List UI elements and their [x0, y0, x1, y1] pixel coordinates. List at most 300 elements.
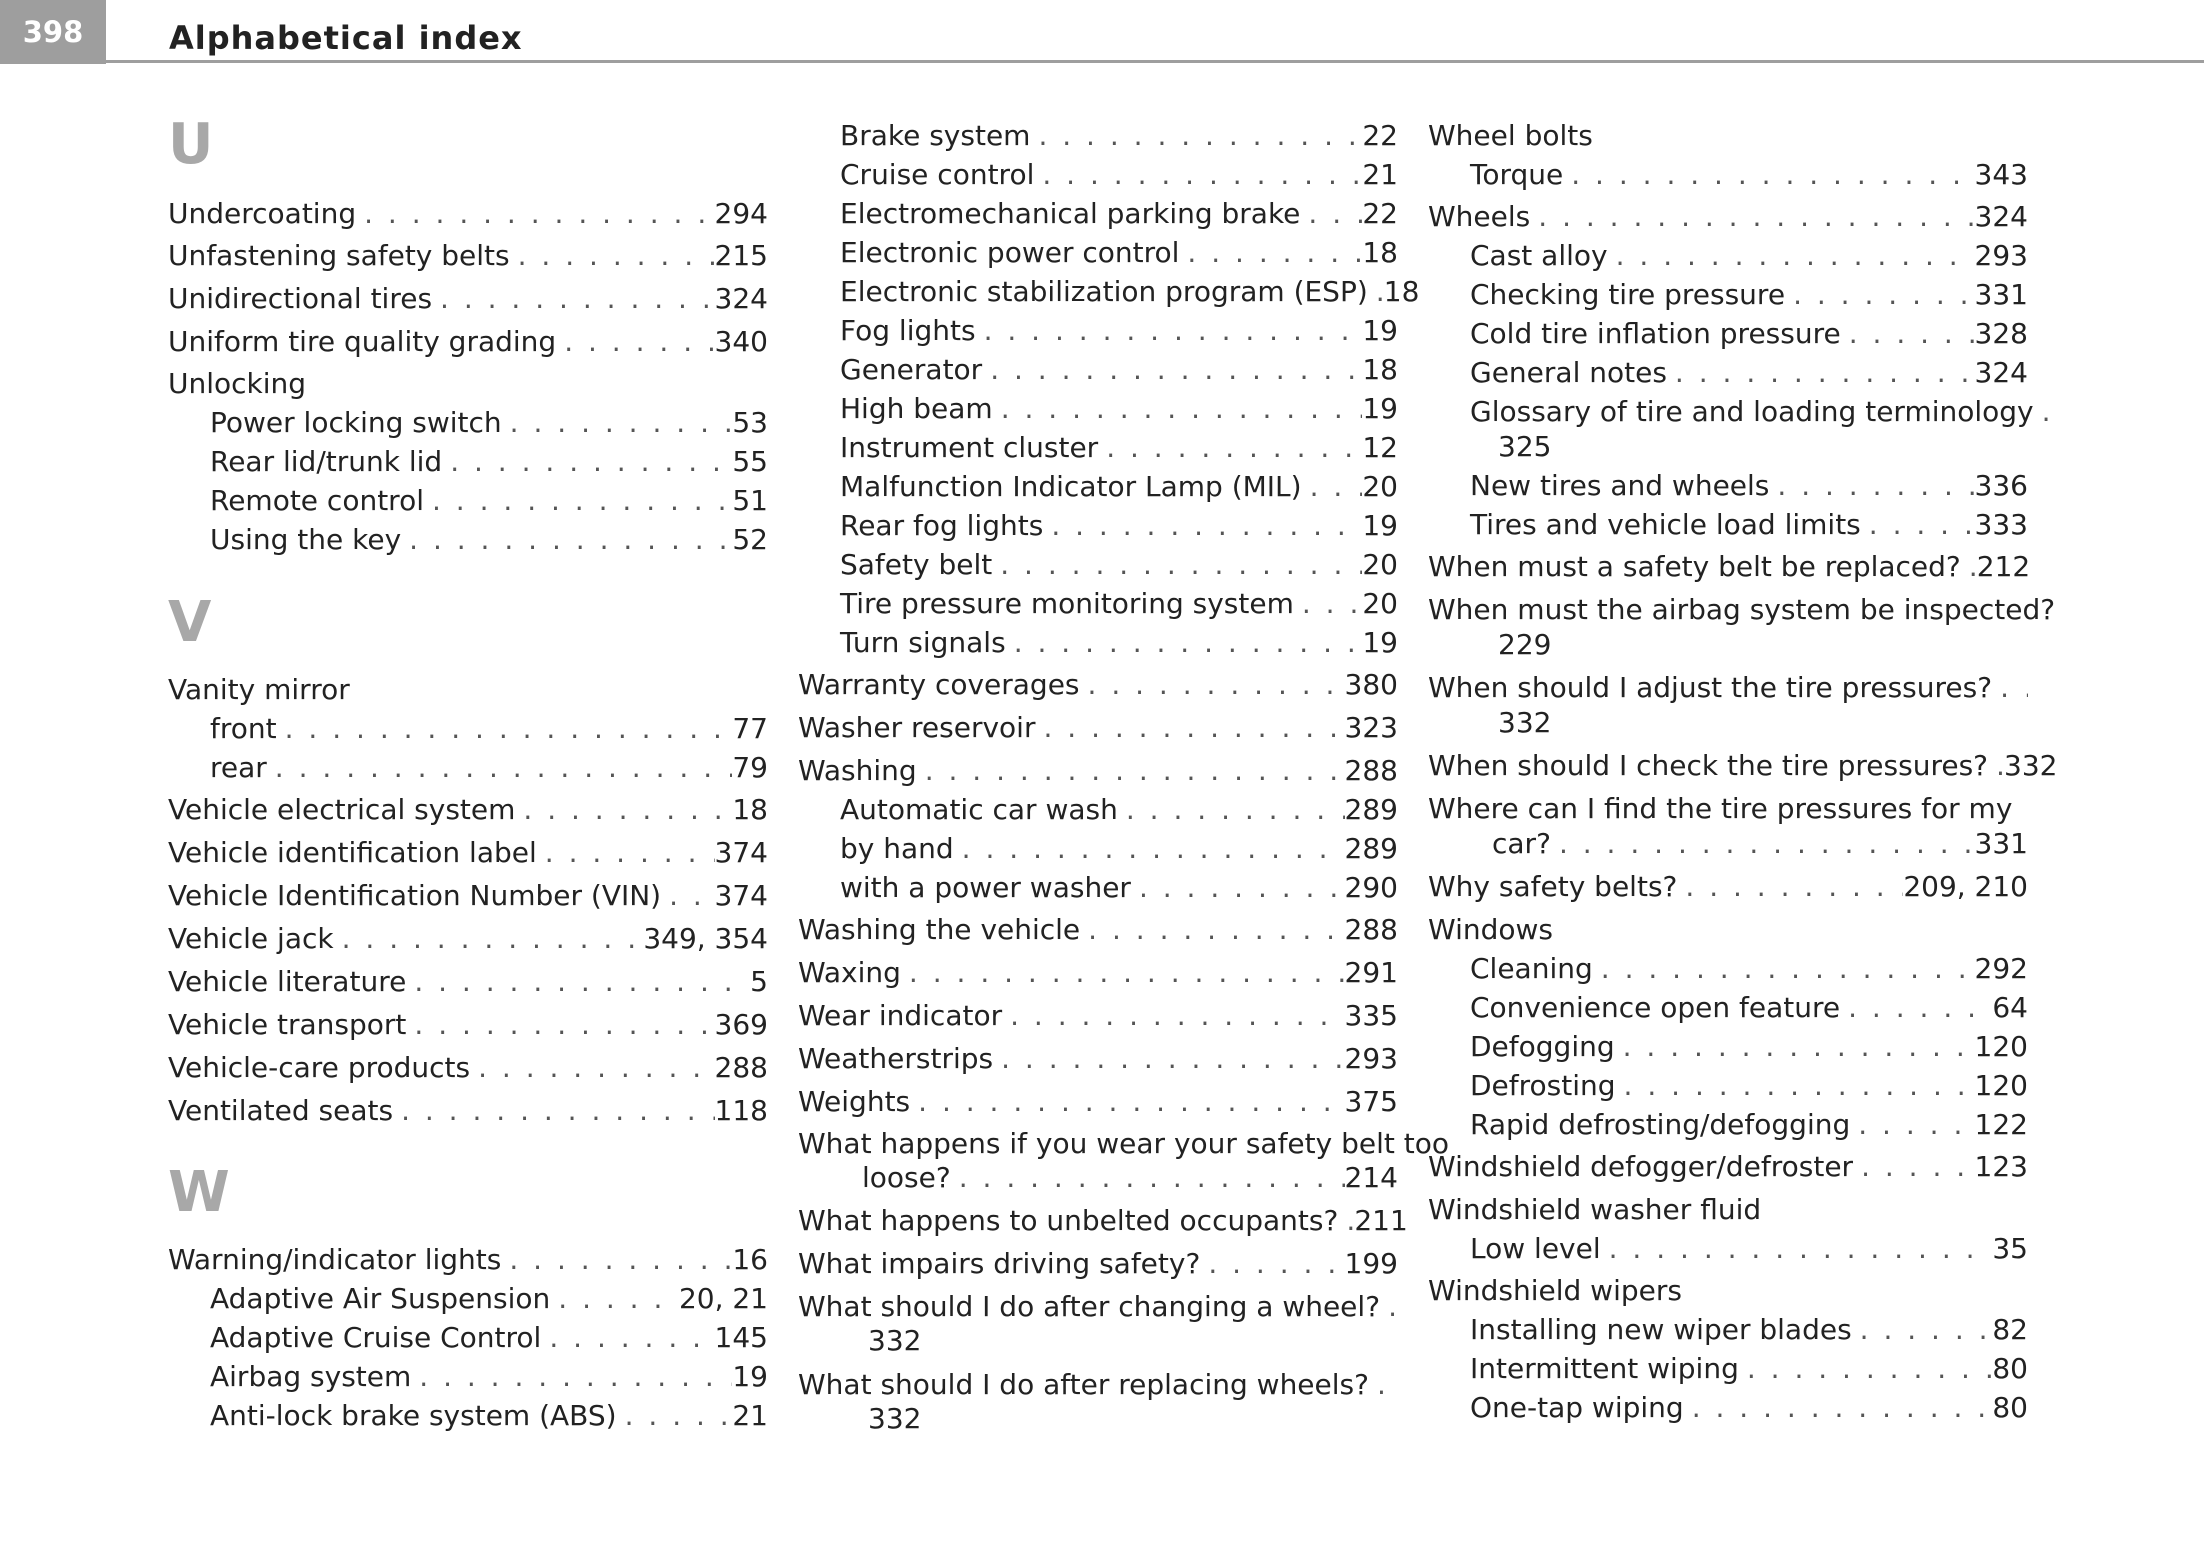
entry-page: 293: [1344, 1042, 1398, 1075]
entry-page: 333: [1974, 508, 2028, 541]
entry-page: 324: [1974, 200, 2028, 233]
entry-term: with a power washer: [840, 871, 1131, 904]
leader-dots: [1785, 278, 1974, 312]
index-subentry: [1470, 1391, 2028, 1425]
entry-term: Wheel bolts: [1428, 119, 1593, 152]
leader-dots: [992, 548, 1362, 582]
entry-page: 18: [1383, 275, 1420, 308]
index-subentry: [1470, 952, 2028, 986]
leader-dots: [1080, 913, 1344, 947]
header-divider: [106, 60, 2204, 63]
page-number: 398: [0, 0, 106, 64]
index-entry: [168, 879, 768, 913]
entry-page: 19: [1362, 626, 1398, 659]
leader-dots: [1852, 1313, 1993, 1347]
entry-term: Wear indicator: [798, 999, 1003, 1032]
index-subentry: [840, 470, 1398, 504]
entry-page: 325: [1498, 430, 1552, 463]
leader-dots: [951, 1161, 1345, 1195]
entry-term: Fog lights: [840, 314, 976, 347]
entry-page: 332: [1498, 706, 1552, 739]
leader-dots: [1593, 952, 1975, 986]
entry-term: Vehicle jack: [168, 922, 334, 955]
index-subentry: [210, 1399, 768, 1433]
entry-term-continued: car?: [1492, 827, 1551, 860]
index-entry: [168, 922, 768, 956]
leader-dots: [1179, 236, 1362, 270]
page-title: Alphabetical index: [169, 19, 523, 57]
entry-term: Windshield washer fluid: [1428, 1193, 1762, 1226]
entry-term: Why safety belts?: [1428, 870, 1678, 903]
entry-term: Glossary of tire and loading terminology: [1470, 395, 2034, 428]
index-entry: [798, 913, 1398, 947]
entry-page: 5: [750, 965, 768, 998]
leader-dots: [1030, 119, 1362, 153]
entry-term: Malfunction Indicator Lamp (MIL): [840, 470, 1302, 503]
entry-page: 290: [1344, 871, 1398, 904]
index-subentry: [1470, 1030, 2028, 1064]
index-subentry: [210, 712, 768, 746]
index-entry: [1428, 200, 2028, 234]
leader-dots: [2034, 395, 2050, 429]
leader-dots: [1615, 1030, 1975, 1064]
entry-term: Generator: [840, 353, 983, 386]
entry-term: Electronic stabilization program (ESP): [840, 275, 1368, 308]
index-entry: [168, 1243, 768, 1277]
index-subentry: [1470, 395, 2034, 429]
entry-term: Installing new wiper blades: [1470, 1313, 1852, 1346]
entry-page: 12: [1362, 431, 1398, 464]
leader-dots: [1118, 793, 1345, 827]
leader-dots: [334, 922, 644, 956]
entry-term: Rear lid/trunk lid: [210, 445, 443, 478]
index-entry: [798, 956, 1398, 990]
index-entry: [1428, 119, 2028, 153]
index-entry: [798, 754, 1398, 788]
entry-term: by hand: [840, 832, 954, 865]
index-subentry: [840, 353, 1398, 387]
entry-page: 349, 354: [643, 922, 768, 955]
entry-term: Low level: [1470, 1232, 1601, 1265]
entry-page: 35: [1992, 1232, 2028, 1265]
index-entry: [798, 1085, 1398, 1119]
entry-term: Undercoating: [168, 197, 357, 230]
entry-page: 21: [732, 1399, 768, 1432]
entry-term: Unidirectional tires: [168, 282, 433, 315]
entry-page: 22: [1362, 197, 1398, 230]
entry-page: 331: [1974, 278, 2028, 311]
entry-page: 289: [1344, 793, 1398, 826]
leader-dots: [556, 325, 714, 359]
entry-term: Vehicle identification label: [168, 836, 537, 869]
leader-dots: [1369, 1368, 1398, 1402]
leader-dots: [1080, 668, 1345, 702]
entry-term: Remote control: [210, 484, 424, 517]
entry-term: One-tap wiping: [1470, 1391, 1684, 1424]
entry-term: Weatherstrips: [798, 1042, 994, 1075]
entry-term: Vehicle-care products: [168, 1051, 471, 1084]
entry-term: Cleaning: [1470, 952, 1593, 985]
entry-page: 122: [1974, 1108, 2028, 1141]
entry-page: 288: [1344, 913, 1398, 946]
leader-dots: [1302, 470, 1363, 504]
index-entry: [798, 999, 1398, 1033]
leader-dots: [917, 754, 1345, 788]
leader-dots: [1002, 999, 1344, 1033]
section-letter-w: W: [168, 1160, 230, 1225]
entry-term: Using the key: [210, 523, 402, 556]
leader-dots: [1131, 871, 1345, 905]
leader-dots: [901, 956, 1345, 990]
leader-dots: [1961, 550, 1977, 584]
index-entry: [168, 673, 768, 707]
index-entry: [798, 1042, 1398, 1076]
entry-term: Adaptive Cruise Control: [210, 1321, 542, 1354]
entry-term: Defrosting: [1470, 1069, 1616, 1102]
leader-dots: [550, 1282, 679, 1316]
entry-page: 292: [1974, 952, 2028, 985]
leader-dots: [1616, 1069, 1975, 1103]
leader-dots: [470, 1051, 714, 1085]
index-entry: [168, 836, 768, 870]
entry-term: Washer reservoir: [798, 711, 1036, 744]
entry-page: 77: [732, 712, 768, 745]
entry-term: Windshield defogger/defroster: [1428, 1150, 1854, 1183]
leader-dots: [954, 832, 1345, 866]
leader-dots: [1601, 1232, 1993, 1266]
entry-page: 145: [714, 1321, 768, 1354]
leader-dots: [1034, 158, 1362, 192]
entry-term: Waxing: [798, 956, 901, 989]
leader-dots: [1861, 508, 1975, 542]
entry-page: 19: [732, 1360, 768, 1393]
index-subentry: [1470, 1352, 2028, 1386]
entry-page: 291: [1344, 956, 1398, 989]
leader-dots: [537, 836, 715, 870]
index-subentry: [1470, 991, 2028, 1025]
leader-dots: [267, 751, 733, 785]
leader-dots: [1380, 1290, 1398, 1324]
entry-page: 332: [868, 1402, 922, 1435]
entry-page: 55: [732, 445, 768, 478]
entry-term: General notes: [1470, 356, 1667, 389]
entry-term: Washing: [798, 754, 917, 787]
entry-page: 214: [1344, 1161, 1398, 1194]
entry-term: When must the airbag system be inspected?: [1428, 593, 2056, 626]
index-subentry: [1470, 317, 2028, 351]
index-subentry: [1470, 158, 2028, 192]
index-subentry: [1470, 239, 2028, 273]
index-subentry: [210, 523, 768, 557]
index-subentry: [840, 509, 1398, 543]
leader-dots: [510, 239, 715, 273]
index-subentry: [840, 431, 1398, 465]
leader-dots: [411, 1360, 732, 1394]
index-subentry: [1470, 1313, 2028, 1347]
index-entry: [168, 239, 768, 273]
leader-dots: [401, 523, 732, 557]
entry-page: 294: [714, 197, 768, 230]
index-subentry: [840, 548, 1398, 582]
index-entry: [1428, 550, 2031, 584]
leader-dots: [393, 1094, 714, 1128]
index-subentry: [840, 275, 1420, 309]
index-subentry: [210, 1360, 768, 1394]
entry-page: 215: [714, 239, 768, 272]
leader-dots: [1530, 200, 1974, 234]
leader-dots: [1338, 1204, 1354, 1238]
entry-page: 19: [1362, 314, 1398, 347]
entry-page: 324: [714, 282, 768, 315]
entry-term: Vehicle transport: [168, 1008, 407, 1041]
entry-term: Torque: [1470, 158, 1564, 191]
entry-term: Vehicle electrical system: [168, 793, 516, 826]
leader-dots: [976, 314, 1363, 348]
entry-term: Where can I find the tire pressures for my: [1428, 792, 2013, 825]
entry-page: 52: [732, 523, 768, 556]
index-entry: [168, 1094, 768, 1128]
entry-page: 79: [732, 751, 768, 784]
index-subentry: [840, 158, 1398, 192]
index-entry: [798, 1204, 1408, 1238]
index-subentry: [1470, 1108, 2028, 1142]
entry-term: Cold tire inflation pressure: [1470, 317, 1841, 350]
leader-dots: [1684, 1391, 1993, 1425]
entry-term: Safety belt: [840, 548, 993, 581]
index-entry: [168, 1051, 768, 1085]
index-entry: [168, 197, 768, 231]
entry-term: Cast alloy: [1470, 239, 1608, 272]
index-entry: [798, 1368, 1398, 1402]
entry-term: Intermittent wiping: [1470, 1352, 1739, 1385]
leader-dots: [1769, 469, 1974, 503]
entry-page: 331: [1974, 827, 2028, 860]
entry-page: 18: [732, 793, 768, 826]
index-entry: [798, 711, 1398, 745]
index-entry: [1428, 1274, 2028, 1308]
index-entry: [798, 668, 1398, 702]
entry-page: 324: [1974, 356, 2028, 389]
index-subentry: [1470, 469, 2028, 503]
leader-dots: [1200, 1247, 1344, 1281]
leader-dots: [1563, 158, 1974, 192]
index-subentry: [840, 871, 1398, 905]
entry-page: 209, 210: [1903, 870, 2028, 903]
entry-page: 374: [714, 836, 768, 869]
leader-dots: [910, 1085, 1344, 1119]
index-subentry: [840, 626, 1398, 660]
entry-term: Defogging: [1470, 1030, 1615, 1063]
entry-term: Airbag system: [210, 1360, 412, 1393]
entry-page: 20: [1362, 470, 1398, 503]
entry-page: 20: [1362, 587, 1398, 620]
section-letter-u: U: [168, 112, 214, 177]
leader-dots: [1300, 197, 1362, 231]
index-entry: [798, 1290, 1398, 1324]
entry-page: 375: [1344, 1085, 1398, 1118]
index-entry: [1428, 671, 2028, 705]
index-subentry: [210, 445, 768, 479]
entry-term: What impairs driving safety?: [798, 1247, 1201, 1280]
entry-term: Ventilated seats: [168, 1094, 394, 1127]
index-entry: [1428, 593, 2056, 627]
leader-dots: [406, 965, 750, 999]
entry-page: 22: [1362, 119, 1398, 152]
leader-dots: [1840, 991, 1992, 1025]
entry-page: 293: [1974, 239, 2028, 272]
index-subentry: [840, 793, 1398, 827]
index-entry: [1428, 870, 2028, 904]
leader-dots: [993, 1042, 1344, 1076]
index-entry: [798, 1247, 1398, 1281]
entry-term: Windshield wipers: [1428, 1274, 1682, 1307]
entry-page: 340: [714, 325, 768, 358]
index-entry: [1428, 913, 2028, 947]
entry-term: When should I check the tire pressures?: [1428, 749, 1989, 782]
index-subentry: [210, 484, 768, 518]
entry-page: 19: [1362, 392, 1398, 425]
entry-term: When must a safety belt be replaced?: [1428, 550, 1961, 583]
index-subentry: [1470, 1232, 2028, 1266]
entry-term: Brake system: [840, 119, 1031, 152]
entry-page: 343: [1974, 158, 2028, 191]
entry-page: 80: [1992, 1352, 2028, 1385]
entry-term: What happens to unbelted occupants?: [798, 1204, 1339, 1237]
section-letter-v: V: [168, 590, 212, 655]
index-entry-continued: [1492, 827, 2028, 861]
index-subentry: [840, 392, 1398, 426]
leader-dots: [502, 406, 733, 440]
entry-term: New tires and wheels: [1470, 469, 1770, 502]
entry-page: 123: [1974, 1150, 2028, 1183]
index-subentry: [840, 119, 1398, 153]
entry-term: High beam: [840, 392, 993, 425]
entry-term: What should I do after replacing wheels?: [798, 1368, 1369, 1401]
entry-page: 64: [1992, 991, 2028, 1024]
leader-dots: [1841, 317, 1975, 351]
leader-dots: [982, 353, 1362, 387]
entry-page: 51: [732, 484, 768, 517]
entry-page: 229: [1498, 628, 1552, 661]
index-subentry: [210, 1321, 768, 1355]
entry-page: 120: [1974, 1030, 2028, 1063]
entry-term: Convenience open feature: [1470, 991, 1841, 1024]
entry-term: Unlocking: [168, 367, 307, 400]
entry-page: 20, 21: [678, 1282, 768, 1315]
leader-dots: [1098, 431, 1362, 465]
leader-dots: [617, 1399, 733, 1433]
entry-page: 199: [1344, 1247, 1398, 1280]
entry-page: 374: [714, 879, 768, 912]
index-subentry: [210, 406, 768, 440]
index-subentry: [1470, 278, 2028, 312]
index-subentry: [1470, 1069, 2028, 1103]
entry-term: Windows: [1428, 913, 1553, 946]
leader-dots: [541, 1321, 714, 1355]
entry-page: 332: [2004, 749, 2058, 782]
entry-term: Rear fog lights: [840, 509, 1044, 542]
entry-term: Uniform tire quality grading: [168, 325, 557, 358]
entry-page: 118: [714, 1094, 768, 1127]
entry-term: Turn signals: [840, 626, 1006, 659]
index-entry-continued: [862, 1161, 1398, 1195]
leader-dots: [356, 197, 714, 231]
entry-term: Electromechanical parking brake: [840, 197, 1301, 230]
index-subentry: [1470, 356, 2028, 390]
entry-term: Power locking switch: [210, 406, 502, 439]
leader-dots: [432, 282, 715, 316]
entry-page: 16: [732, 1243, 768, 1276]
leader-dots: [1368, 275, 1384, 309]
index-subentry: [840, 587, 1398, 621]
leader-dots: [1853, 1150, 1974, 1184]
leader-dots: [1667, 356, 1975, 390]
entry-term: front: [210, 712, 277, 745]
entry-term: Checking tire pressure: [1470, 278, 1786, 311]
leader-dots: [501, 1243, 732, 1277]
page-header: [0, 0, 2204, 64]
leader-dots: [277, 712, 733, 746]
index-entry: [1428, 749, 2058, 783]
index-subentry: [840, 236, 1398, 270]
leader-dots: [993, 392, 1363, 426]
entry-term-continued: loose?: [862, 1161, 951, 1194]
entry-term: Wheels: [1428, 200, 1531, 233]
entry-term: rear: [210, 751, 267, 784]
leader-dots: [1988, 749, 2004, 783]
index-entry: [168, 965, 768, 999]
entry-term: Tire pressure monitoring system: [840, 587, 1294, 620]
entry-page: 80: [1992, 1391, 2028, 1424]
leader-dots: [442, 445, 732, 479]
entry-term: Automatic car wash: [840, 793, 1118, 826]
entry-page: 380: [1344, 668, 1398, 701]
entry-term: Vanity mirror: [168, 673, 350, 706]
entry-page: 20: [1362, 548, 1398, 581]
leader-dots: [424, 484, 732, 518]
leader-dots: [1677, 870, 1903, 904]
entry-page: 53: [732, 406, 768, 439]
index-entry: [168, 793, 768, 827]
entry-page: 289: [1344, 832, 1398, 865]
entry-page: 211: [1354, 1204, 1408, 1237]
leader-dots: [515, 793, 732, 827]
index-entry: [1428, 1150, 2028, 1184]
entry-term: When should I adjust the tire pressures?: [1428, 671, 1993, 704]
leader-dots: [1006, 626, 1363, 660]
index-subentry: [840, 832, 1398, 866]
index-entry: [168, 325, 768, 359]
entry-term: Weights: [798, 1085, 911, 1118]
entry-page: 212: [1976, 550, 2031, 583]
entry-page: 21: [1362, 158, 1398, 191]
entry-term: Vehicle Identification Number (VIN): [168, 879, 662, 912]
entry-page: 335: [1344, 999, 1398, 1032]
entry-term: Warranty coverages: [798, 668, 1080, 701]
entry-page: 323: [1344, 711, 1398, 744]
leader-dots: [1043, 509, 1362, 543]
entry-term: Instrument cluster: [840, 431, 1099, 464]
entry-term: Cruise control: [840, 158, 1035, 191]
leader-dots: [661, 879, 714, 913]
entry-term: Tires and vehicle load limits: [1470, 508, 1861, 541]
entry-term: Anti-lock brake system (ABS): [210, 1399, 617, 1432]
leader-dots: [1551, 827, 1975, 861]
leader-dots: [406, 1008, 714, 1042]
index-subentry: [840, 197, 1398, 231]
entry-term: Electronic power control: [840, 236, 1180, 269]
entry-page: 82: [1992, 1313, 2028, 1346]
